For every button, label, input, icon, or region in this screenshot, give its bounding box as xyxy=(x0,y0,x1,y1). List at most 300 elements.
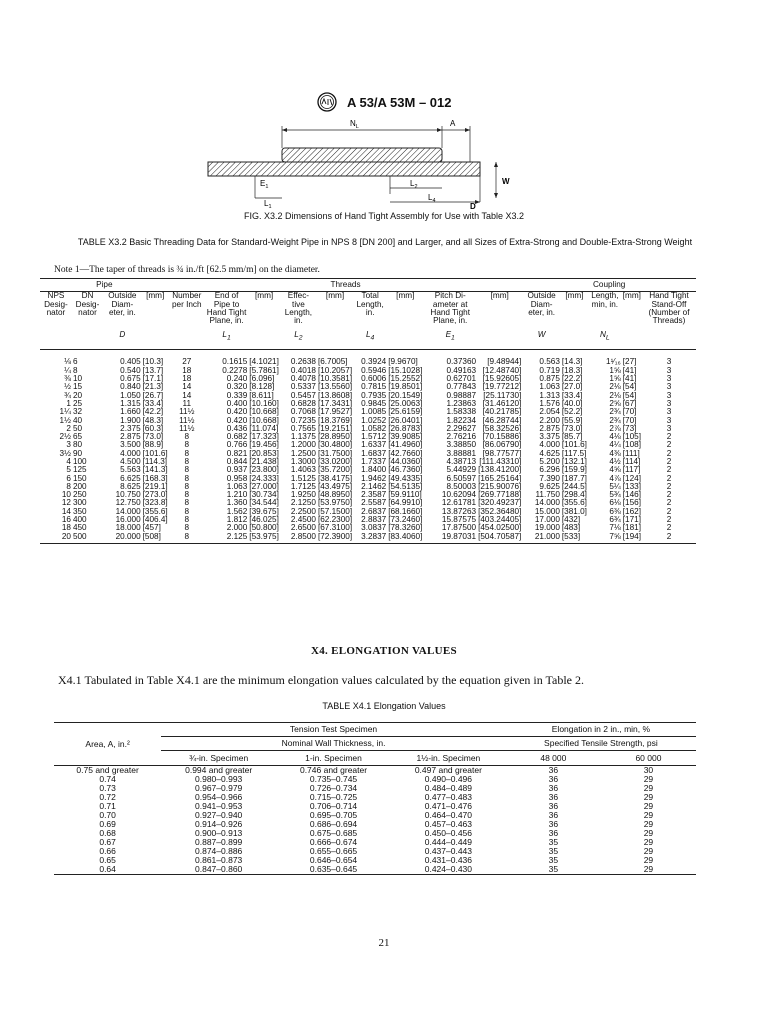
header-tension: Tension Test Specimen xyxy=(161,723,506,737)
col-spec-three-quarter: ¾-in. Specimen xyxy=(161,751,276,766)
table-cell: 4 xyxy=(66,456,71,466)
table-cell: [40.21785] xyxy=(482,407,522,417)
table-cell: 15.000 xyxy=(534,506,560,516)
table-cell: [111] xyxy=(622,448,640,458)
table-cell: 1.8400 xyxy=(361,465,387,475)
table-cell: 8 xyxy=(184,456,190,466)
table-cell: 4⅛ xyxy=(609,432,621,442)
table-cell: 1¼ xyxy=(59,407,71,417)
table-cell: [6.7005] xyxy=(317,357,348,367)
table-cell: [70] xyxy=(622,407,637,417)
table-cell: 1.063 xyxy=(539,382,560,392)
col-l4-mm: [mm] xyxy=(396,291,415,301)
table-cell: [10.668] xyxy=(249,415,279,425)
table-cell: 0.1615 xyxy=(222,357,248,367)
table-cell: [48.3] xyxy=(142,415,164,425)
symbol-l4: $L_4$ xyxy=(353,325,387,349)
table-cell: 27 xyxy=(182,357,192,367)
table-cell: 2.8837 xyxy=(361,515,387,525)
table-cell: 2⅝ xyxy=(609,398,621,408)
table-cell: [114] xyxy=(622,456,641,466)
table-cell: [78.3260] xyxy=(388,523,423,533)
table-cell: 0.420 xyxy=(226,407,248,417)
table-cell: [19.2151] xyxy=(317,423,353,433)
col-od: Outside Diam- eter, in. xyxy=(108,291,137,317)
table-cell: 8.625 xyxy=(120,481,141,491)
table-cell: 0.477–0.483 xyxy=(424,792,473,802)
table-row xyxy=(54,865,696,875)
table-cell: 8 xyxy=(184,465,190,475)
table-cell: 0.675 xyxy=(120,374,141,384)
table-cell: 0.7068 xyxy=(290,407,316,417)
table-cell: 2 xyxy=(666,456,672,466)
table-cell: 6¾ xyxy=(609,515,621,525)
table-row xyxy=(54,802,696,811)
table-cell: ¼ xyxy=(64,365,71,375)
table-cell: [46.28744] xyxy=(482,415,522,425)
table-cell: [133] xyxy=(622,481,641,491)
table-cell: 0.840 xyxy=(120,382,141,392)
table-cell: 1.0085 xyxy=(361,407,387,417)
symbol-w: W xyxy=(522,325,561,349)
table-cell: 2.875 xyxy=(120,432,141,442)
table-cell: 32 xyxy=(72,407,83,417)
table-cell: [54] xyxy=(622,382,637,392)
table-cell: 2 xyxy=(666,448,672,458)
table-cell: [48.8950] xyxy=(317,490,353,500)
col-psi-48000: 48 000 xyxy=(506,751,601,766)
table-cell: 20 xyxy=(40,533,72,544)
table-cell: 0.927–0.940 xyxy=(195,810,243,820)
table-cell: 90 xyxy=(72,448,83,458)
table-cell: 1.660 xyxy=(120,407,141,417)
table-cell: 2.8500 xyxy=(280,533,317,544)
table-cell: 11½ xyxy=(179,415,195,425)
table-cell: [62.2300] xyxy=(317,515,353,525)
table-x4-1-caption: TABLE X4.1 Elongation Values xyxy=(322,701,446,711)
table-cell: [22.2] xyxy=(561,374,583,384)
table-cell: 3½ xyxy=(59,448,71,458)
table-cell: 0.695–0.705 xyxy=(309,810,358,820)
table-cell: 0.320 xyxy=(226,382,248,392)
table-cell: [111.43310] xyxy=(479,456,522,466)
table-cell: [13.7] xyxy=(142,365,164,375)
table-cell: [25.11730] xyxy=(483,390,522,400)
table-cell: [8.128] xyxy=(249,382,275,392)
table-cell: 3 xyxy=(666,407,672,417)
table-cell: [68.1660] xyxy=(388,506,423,516)
table-cell: 29 xyxy=(643,846,654,856)
table-cell: 1.6837 xyxy=(361,448,387,458)
table-cell: 13.87263 xyxy=(441,506,477,516)
table-cell: [6.096] xyxy=(249,374,275,384)
table-cell: 10 xyxy=(72,374,83,384)
table-cell: 0.339 xyxy=(226,390,248,400)
table-cell: 0.77843 xyxy=(446,382,477,392)
col-standoff: Hand Tight Stand-Off (Number of Threads) xyxy=(648,291,690,326)
table-cell: [46.7360] xyxy=(388,465,423,475)
table-cell: 0.7815 xyxy=(361,382,387,392)
table-cell: 0.715–0.725 xyxy=(309,792,358,802)
table-cell: 400 xyxy=(72,515,87,525)
table-cell: [15.1028] xyxy=(388,365,423,375)
table-cell: [33.4] xyxy=(561,390,583,400)
table-cell: 0.954–0.966 xyxy=(195,792,243,802)
table-cell: 0.937 xyxy=(226,465,248,475)
table-cell: [27.000] xyxy=(249,481,279,491)
table-cell: 8 xyxy=(66,481,71,491)
table-cell: [13.8608] xyxy=(317,390,353,400)
table-cell: 6⅛ xyxy=(609,498,621,508)
col-cnl: Length, min, in. xyxy=(591,291,619,309)
table-cell: 4¼ xyxy=(609,440,621,450)
table-cell: 6.625 xyxy=(120,473,141,483)
table-cell: 1.576 xyxy=(539,398,560,408)
table-cell: [41] xyxy=(622,374,637,384)
table-cell: [9.9670] xyxy=(388,357,418,367)
table-cell: 2.6837 xyxy=(361,506,387,516)
symbol-nl: $N_L$ xyxy=(588,325,622,349)
col-cw-mm: [mm] xyxy=(565,291,584,301)
table-cell: 29 xyxy=(643,837,654,847)
table-cell: [159.9] xyxy=(561,465,587,475)
table-cell: 29 xyxy=(643,792,654,802)
table-cell: 0.436 xyxy=(226,423,248,433)
table-cell: 0.490–0.496 xyxy=(424,774,473,784)
table-cell: [30.4800] xyxy=(317,440,353,450)
table-cell: [124] xyxy=(622,473,641,483)
section-paragraph-x4-1: X4.1 Tabulated in Table X4.1 are the minimum elongation values calculated by the equation given in Table 2. xyxy=(58,673,585,687)
table-cell: 0.71 xyxy=(99,801,116,811)
table-cell: 1.2000 xyxy=(290,440,316,450)
table-cell: 1.1375 xyxy=(290,432,316,442)
table-cell: [132.1] xyxy=(561,456,587,466)
group-pipe: Pipe xyxy=(40,279,169,292)
table-cell: 3 xyxy=(66,440,71,450)
table-cell: [30.734] xyxy=(249,490,279,500)
table-x3-2-caption: TABLE X3.2 Basic Threading Data for Standard-Weight Pipe in NPS 8 [DN 200] and Larger, and all Sizes of Extra-Strong and Double-Extra-Strong Weight xyxy=(77,237,693,247)
table-cell: [35.7200] xyxy=(317,465,353,475)
table-cell: 0.471–0.476 xyxy=(424,801,473,811)
table-cell: 19.000 xyxy=(534,523,560,533)
table-cell: 8 xyxy=(184,448,190,458)
table-cell: 2 xyxy=(666,432,672,442)
table-cell: 1.0582 xyxy=(361,423,387,433)
table-cell: 2 xyxy=(666,506,672,516)
table-cell: 1.0252 xyxy=(361,415,387,425)
table-cell: 18 xyxy=(182,374,192,384)
table-cell: [10.3] xyxy=(142,357,164,367)
table-cell: 0.900–0.913 xyxy=(195,828,243,838)
table-cell: [355.6] xyxy=(561,498,587,508)
table-cell: [215.90076] xyxy=(478,481,522,491)
table-cell: 2 xyxy=(642,533,696,544)
table-cell: 36 xyxy=(548,765,559,775)
standard-designation: A 53/A 53M – 012 xyxy=(346,94,452,110)
table-row xyxy=(40,350,696,367)
table-cell: 29 xyxy=(643,819,654,829)
table-cell: 5¾ xyxy=(609,490,621,500)
table-row xyxy=(54,856,696,865)
table-cell: [11.074] xyxy=(249,423,279,433)
table-cell: 0.66 xyxy=(99,846,116,856)
table-cell: 2.3587 xyxy=(361,490,387,500)
table-cell: 0.65 xyxy=(99,855,116,865)
table-cell: [105] xyxy=(622,432,641,442)
table-cell: 3 xyxy=(666,365,672,375)
table-cell: [73.0] xyxy=(561,423,583,433)
table-cell: 4½ xyxy=(609,456,621,466)
table-cell: 29 xyxy=(643,801,654,811)
table-cell: 0.847–0.860 xyxy=(161,865,276,875)
page-number: 21 xyxy=(378,937,390,949)
table-cell: [432] xyxy=(561,515,581,525)
table-cell: [20.853] xyxy=(249,448,279,458)
table-cell: [41.4960] xyxy=(388,440,423,450)
table-cell: 29 xyxy=(643,810,654,820)
table-cell: 4⅞ xyxy=(609,473,621,483)
table-cell: [67] xyxy=(622,398,637,408)
table-cell: 12.750 xyxy=(115,498,141,508)
table-cell: [533] xyxy=(561,533,588,544)
table-cell: [17.323] xyxy=(249,432,279,442)
table-cell: 2.1462 xyxy=(361,481,387,491)
table-cell: 2⅞ xyxy=(609,423,621,433)
col-od-mm: [mm] xyxy=(146,291,165,301)
table-cell: [323.8] xyxy=(142,498,168,508)
table-cell: 1⅝ xyxy=(609,365,621,375)
table-cell: [403.24405] xyxy=(478,515,522,525)
table-cell: [50.800] xyxy=(249,523,279,533)
table-cell: 4.500 xyxy=(120,456,141,466)
table-cell: 3 xyxy=(666,390,672,400)
table-cell: [320.49237] xyxy=(478,498,522,508)
table-cell: [187.7] xyxy=(561,473,587,483)
table-cell: 0.958 xyxy=(226,473,248,483)
table-cell: [10.668] xyxy=(249,407,279,417)
table-cell: 12.61781 xyxy=(441,498,477,508)
table-cell: 0.98887 xyxy=(446,390,477,400)
table-row xyxy=(54,838,696,847)
table-cell: 2 xyxy=(666,515,672,525)
col-l4: Total Length, in. xyxy=(356,291,384,317)
table-cell: [162] xyxy=(622,506,641,516)
table-cell: 50 xyxy=(72,423,83,433)
table-cell: 29 xyxy=(643,774,654,784)
threading-data-table xyxy=(40,278,696,544)
table-cell: 3.2837 xyxy=(353,533,387,544)
table-cell: [88.9] xyxy=(142,440,164,450)
table-cell: ⅛ xyxy=(64,357,71,367)
table-cell: 0.497 and greater xyxy=(414,765,482,775)
table-cell: 0.563 xyxy=(539,357,560,367)
table-cell: 150 xyxy=(72,473,87,483)
table-cell: 0.437–0.443 xyxy=(424,846,473,856)
table-cell: [83.4060] xyxy=(387,533,423,544)
table-cell: [53.9750] xyxy=(317,498,353,508)
table-cell: 0.719 xyxy=(539,365,560,375)
table-cell: 0.5457 xyxy=(290,390,316,400)
table-cell: 2⅛ xyxy=(609,390,621,400)
table-cell: [101.6] xyxy=(142,448,168,458)
table-cell: 20 xyxy=(72,390,83,400)
table-cell: 9.625 xyxy=(539,481,560,491)
table-cell: 1.063 xyxy=(226,481,248,491)
table-cell: 0.914–0.926 xyxy=(195,819,243,829)
table-cell: [72.3900] xyxy=(317,533,353,544)
table-cell: 4.625 xyxy=(539,448,560,458)
table-cell: 8 xyxy=(184,481,190,491)
table-cell: [70.15886] xyxy=(482,432,522,442)
table-cell: 0.686–0.694 xyxy=(309,819,358,829)
table-cell: [406.4] xyxy=(142,515,168,525)
table-cell: 8 xyxy=(184,506,190,516)
table-cell: 0.5337 xyxy=(290,382,316,392)
table-cell: [244.5] xyxy=(561,481,587,491)
table-cell: [168.3] xyxy=(142,473,168,483)
elongation-values-table xyxy=(54,722,696,875)
table-cell: 36 xyxy=(548,819,559,829)
table-cell: 80 xyxy=(72,440,83,450)
table-cell: [42.2] xyxy=(142,407,164,417)
table-cell: 100 xyxy=(72,456,87,466)
table-cell: [17.1] xyxy=(142,374,164,384)
table-cell: 0.646–0.654 xyxy=(309,855,358,865)
table-cell: 2 xyxy=(666,481,672,491)
table-cell: [298.4] xyxy=(561,490,587,500)
table-cell: 0.746 and greater xyxy=(299,765,368,775)
table-column-header xyxy=(40,292,696,326)
table-cell: 0.941–0.953 xyxy=(195,801,243,811)
table-cell: [381.0] xyxy=(561,506,587,516)
table-cell: 350 xyxy=(72,506,87,516)
table-cell: 0.431–0.436 xyxy=(424,855,473,865)
table-cell: 8.50003 xyxy=(446,481,477,491)
table-cell: 4.000 xyxy=(120,448,141,458)
table-cell: 2.2500 xyxy=(290,506,316,516)
table-cell: 1.315 xyxy=(120,398,141,408)
table-cell: 0.9845 xyxy=(361,398,387,408)
table-cell: 500 xyxy=(72,533,103,544)
table-cell: 0.484–0.489 xyxy=(424,783,473,793)
table-cell: [64.9910] xyxy=(388,498,423,508)
table-cell: 0.861–0.873 xyxy=(195,855,243,865)
table-cell: [19.456] xyxy=(249,440,279,450)
table-cell: 11½ xyxy=(179,407,195,417)
table-cell: 5¼ xyxy=(609,481,621,491)
table-cell: [19.8501] xyxy=(388,382,423,392)
table-cell: [34.544] xyxy=(249,498,279,508)
table-cell: 6 xyxy=(66,473,71,483)
table-cell: 0.405 xyxy=(120,357,141,367)
table-cell: 0.766 xyxy=(226,440,248,450)
table-cell: [57.1500] xyxy=(317,506,353,516)
table-cell: 1.7337 xyxy=(361,456,387,466)
col-l2-mm: [mm] xyxy=(325,291,345,301)
table-cell: 2.5587 xyxy=(361,498,387,508)
table-cell: 0.666–0.674 xyxy=(309,837,358,847)
table-cell: 0.980–0.993 xyxy=(195,774,243,784)
table-cell: 18 xyxy=(61,523,71,533)
symbol-l2: $L_2$ xyxy=(280,325,317,349)
table-cell: [108] xyxy=(622,440,641,450)
table-cell: 2.125 xyxy=(205,533,248,544)
table-cell: [23.800] xyxy=(249,465,279,475)
group-coupling: Coupling xyxy=(522,279,696,292)
table-cell: 30 xyxy=(643,765,654,775)
table-cell: 29 xyxy=(601,865,696,875)
table-cell: 2 xyxy=(666,465,672,475)
table-row xyxy=(54,820,696,829)
table-cell: 14 xyxy=(182,382,192,392)
table-cell: 2.054 xyxy=(539,407,560,417)
table-cell: 2¾ xyxy=(609,407,621,417)
table-row xyxy=(54,811,696,820)
table-cell: [13.5560] xyxy=(317,382,353,392)
table-cell: 2.375 xyxy=(120,423,141,433)
table-cell: 8 xyxy=(184,432,190,442)
table-cell: 35 xyxy=(548,837,559,847)
table-cell: [27.0] xyxy=(561,382,583,392)
table-cell: 8 xyxy=(72,365,78,375)
table-row xyxy=(54,784,696,793)
table-cell: 0.49163 xyxy=(446,365,477,375)
table-cell: [20.1549] xyxy=(388,390,423,400)
table-cell: 0.424–0.430 xyxy=(391,865,506,875)
table-cell: [49.4335] xyxy=(388,473,423,483)
table-cell: [101.6] xyxy=(561,440,587,450)
table-cell: 0.7235 xyxy=(290,415,316,425)
table-cell: 0.3924 xyxy=(361,357,387,367)
table-cell: [73.0] xyxy=(142,432,164,442)
table-cell: 1.5712 xyxy=(361,432,387,442)
table-cell: 0.6828 xyxy=(290,398,316,408)
table-cell: 5.44929 xyxy=(446,465,477,475)
table-cell: 65 xyxy=(72,432,83,442)
table-cell: [59.9110] xyxy=(388,490,422,500)
table-cell: 14.000 xyxy=(115,506,141,516)
table-cell: 0.844 xyxy=(226,456,248,466)
table-cell: [181] xyxy=(622,523,641,533)
table-cell: [12.48740] xyxy=(482,365,522,375)
table-cell: [10.160] xyxy=(249,398,279,408)
table-cell: ¾ xyxy=(64,390,71,400)
table-cell: [15.2552] xyxy=(388,374,423,384)
symbol-l1: $L_1$ xyxy=(205,325,248,349)
table-cell: 36 xyxy=(548,783,559,793)
table-cell: ½ xyxy=(64,382,71,392)
table-cell: 0.2278 xyxy=(222,365,248,375)
table-cell: 10 xyxy=(61,490,71,500)
table-cell: 35 xyxy=(548,855,559,865)
table-cell: 8 xyxy=(184,523,190,533)
label-nl: $N_L$ xyxy=(350,119,359,130)
table-cell: [273.0] xyxy=(142,490,168,500)
table-cell: 0.874–0.886 xyxy=(195,846,243,856)
label-l2: $L_2$ xyxy=(410,179,418,190)
table-cell: 0.6006 xyxy=(361,374,387,384)
label-l4: $L_4$ xyxy=(428,193,436,204)
table-cell: 21.000 xyxy=(522,533,561,544)
table-cell: 1.562 xyxy=(226,506,248,516)
col-cw: Outside Diam- eter, in. xyxy=(527,291,556,317)
col-nps: NPS Desig- nator xyxy=(44,291,68,317)
table-cell: 3 xyxy=(666,415,672,425)
table-cell: 14 xyxy=(61,506,71,516)
table-cell: 2 xyxy=(666,490,672,500)
table-cell: [24.333] xyxy=(249,473,279,483)
table-cell: [15.92605] xyxy=(482,374,522,384)
